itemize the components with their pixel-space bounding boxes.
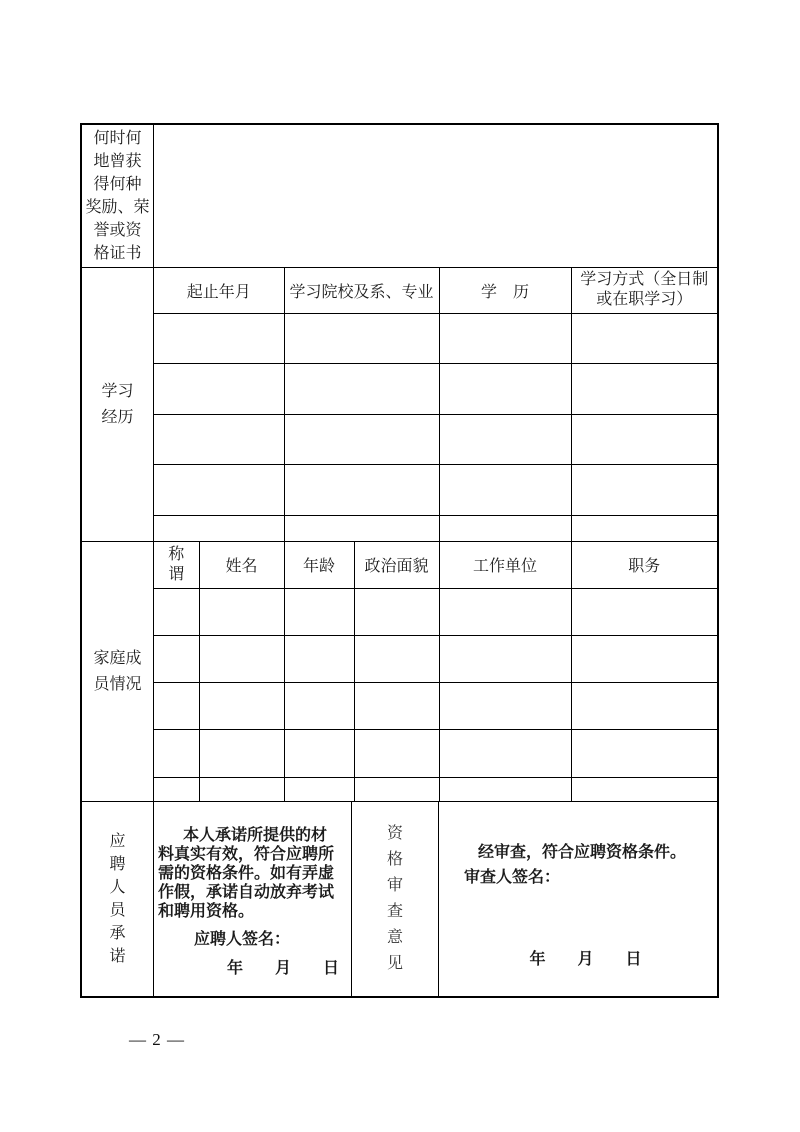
empty-cell xyxy=(284,777,354,801)
empty-cell xyxy=(199,777,284,801)
commitment-statement-line: 本人承诺所提供的材 xyxy=(183,827,328,844)
awards-label-line: 誉或资 xyxy=(93,222,142,239)
awards-label-line: 何时何 xyxy=(93,130,142,147)
commitment-statement-line: 作假，承诺自动放弃考试 xyxy=(158,884,335,901)
family-header-age: 年龄 xyxy=(284,542,354,588)
family-label-line: 员情况 xyxy=(93,675,142,693)
family-empty-row xyxy=(154,730,717,777)
review-date-label: 年 月 日 xyxy=(529,951,642,968)
family-header-relation xyxy=(154,542,199,588)
awards-section xyxy=(82,125,717,268)
empty-cell xyxy=(154,465,284,516)
empty-cell xyxy=(439,313,571,364)
application-form-table xyxy=(80,123,719,998)
empty-cell xyxy=(439,364,571,415)
education-header-school: 学习院校及系、专业 xyxy=(284,268,439,313)
education-section xyxy=(82,268,717,542)
family-header-relation-line: 称 xyxy=(168,545,185,563)
commitment-statement-line: 料真实有效，符合应聘所 xyxy=(158,846,335,863)
empty-cell xyxy=(154,683,199,730)
empty-cell xyxy=(284,588,354,635)
empty-cell xyxy=(154,516,284,541)
education-header-mode xyxy=(571,268,717,313)
empty-cell xyxy=(439,465,571,516)
commitment-label-char: 承 xyxy=(109,925,126,942)
qualification-review-cell xyxy=(439,802,717,996)
family-header-row xyxy=(154,542,717,588)
empty-cell xyxy=(284,364,439,415)
education-header-period: 起止年月 xyxy=(154,268,284,313)
commitment-label-char: 应 xyxy=(109,833,126,850)
education-empty-row xyxy=(154,414,717,465)
commitment-label-char: 诺 xyxy=(109,948,126,965)
empty-cell xyxy=(284,635,354,682)
applicant-date-label: 年 月 日 xyxy=(226,960,339,977)
education-section-label xyxy=(82,268,154,541)
review-title-char: 格 xyxy=(386,851,403,868)
empty-cell xyxy=(199,588,284,635)
empty-cell xyxy=(199,683,284,730)
empty-cell xyxy=(439,414,571,465)
empty-cell xyxy=(439,588,571,635)
empty-cell xyxy=(154,313,284,364)
review-title-char: 资 xyxy=(386,825,403,842)
empty-cell xyxy=(354,683,439,730)
empty-cell xyxy=(571,364,717,415)
empty-cell xyxy=(439,635,571,682)
commitment-statement xyxy=(158,826,343,921)
education-empty-row xyxy=(154,516,717,541)
family-empty-row xyxy=(154,683,717,730)
education-header-degree: 学 历 xyxy=(439,268,571,313)
awards-label-line: 地曾获 xyxy=(93,153,142,170)
empty-cell xyxy=(154,635,199,682)
education-header-mode-line: 或在职学习） xyxy=(596,291,693,309)
empty-cell xyxy=(154,730,199,777)
education-empty-row xyxy=(154,465,717,516)
qualification-review-title xyxy=(352,802,439,996)
commitment-label-char: 人 xyxy=(109,879,126,896)
empty-cell xyxy=(354,588,439,635)
empty-cell xyxy=(284,313,439,364)
empty-cell xyxy=(439,777,571,801)
family-label-line: 家庭成 xyxy=(93,649,142,667)
reviewer-signature-label: 审查人签名： xyxy=(464,869,561,886)
commitment-label-char: 员 xyxy=(109,902,126,919)
empty-cell xyxy=(284,516,439,541)
family-section-label xyxy=(82,542,154,801)
review-title-char: 意 xyxy=(386,929,403,946)
empty-cell xyxy=(571,516,717,541)
review-title-char: 审 xyxy=(386,877,403,894)
commitment-section-label xyxy=(82,802,154,996)
empty-cell xyxy=(199,730,284,777)
empty-cell xyxy=(571,635,717,682)
page-number: — 2 — xyxy=(129,1030,185,1049)
empty-cell xyxy=(284,683,354,730)
empty-cell xyxy=(284,465,439,516)
family-section xyxy=(82,542,717,802)
education-label-line: 学习 xyxy=(101,382,134,400)
family-table xyxy=(154,542,717,801)
awards-section-label xyxy=(82,125,154,267)
awards-label-line: 格证书 xyxy=(93,245,142,262)
awards-label-line: 得何种 xyxy=(93,176,142,193)
commitment-statement-cell xyxy=(154,802,352,996)
review-statement: 经审查，符合应聘资格条件。 xyxy=(478,844,687,861)
empty-cell xyxy=(439,516,571,541)
review-title-char: 见 xyxy=(386,955,403,972)
family-header-position: 职务 xyxy=(571,542,717,588)
family-empty-row xyxy=(154,777,717,801)
family-empty-row xyxy=(154,635,717,682)
awards-label-line: 奖励、荣 xyxy=(85,199,150,216)
empty-cell xyxy=(571,313,717,364)
empty-cell xyxy=(354,730,439,777)
education-label-line: 经历 xyxy=(101,408,134,426)
commitment-label-char: 聘 xyxy=(109,856,126,873)
empty-cell xyxy=(571,730,717,777)
empty-cell xyxy=(154,588,199,635)
empty-cell xyxy=(571,588,717,635)
commitment-statement-line: 需的资格条件。如有弄虚 xyxy=(158,865,335,882)
empty-cell xyxy=(199,635,284,682)
empty-cell xyxy=(154,364,284,415)
empty-cell xyxy=(571,683,717,730)
empty-cell xyxy=(439,730,571,777)
empty-cell xyxy=(439,683,571,730)
family-header-political-status: 政治面貌 xyxy=(354,542,439,588)
education-empty-row xyxy=(154,313,717,364)
applicant-signature-label: 应聘人签名： xyxy=(194,931,291,948)
empty-cell xyxy=(571,465,717,516)
empty-cell xyxy=(571,414,717,465)
empty-cell xyxy=(284,730,354,777)
education-table xyxy=(154,268,717,541)
family-header-relation-line: 谓 xyxy=(168,565,185,583)
commitment-section xyxy=(82,802,717,996)
family-empty-row xyxy=(154,588,717,635)
commitment-statement-line: 和聘用资格。 xyxy=(158,903,255,920)
empty-cell xyxy=(354,777,439,801)
empty-cell xyxy=(154,414,284,465)
family-header-name: 姓名 xyxy=(199,542,284,588)
review-title-char: 查 xyxy=(386,903,403,920)
empty-cell xyxy=(284,414,439,465)
education-header-mode-line: 学习方式（全日制 xyxy=(580,271,709,289)
family-header-work-unit: 工作单位 xyxy=(439,542,571,588)
empty-cell xyxy=(354,635,439,682)
education-header-row xyxy=(154,268,717,313)
awards-entry-cell xyxy=(154,125,717,267)
education-empty-row xyxy=(154,364,717,415)
empty-cell xyxy=(154,777,199,801)
empty-cell xyxy=(571,777,717,801)
